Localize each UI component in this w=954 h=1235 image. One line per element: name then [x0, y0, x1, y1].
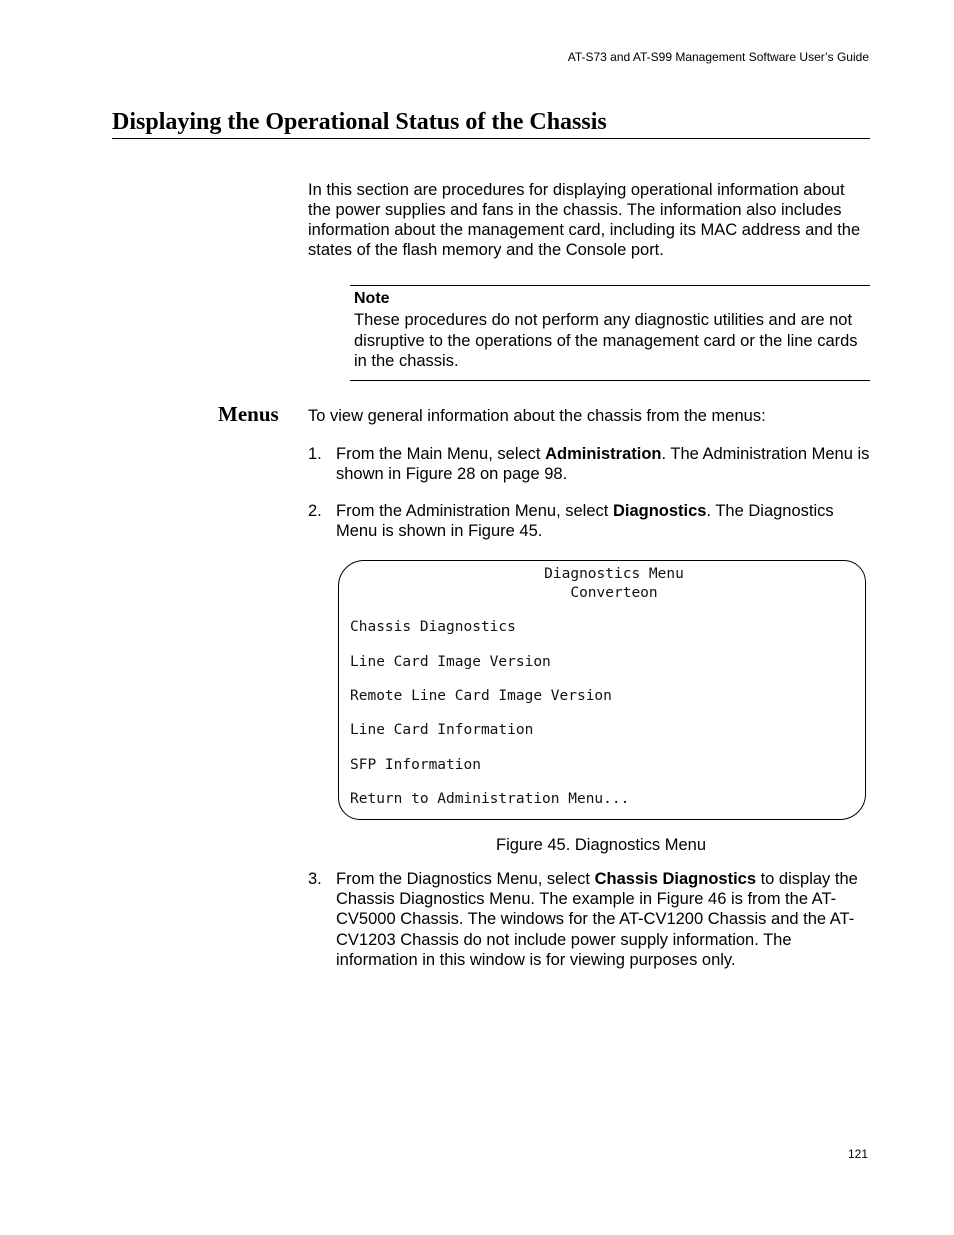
page-number: 121: [847, 1147, 868, 1161]
step-text: From the Main Menu, select: [336, 445, 546, 463]
screen-subtitle: Converteon: [570, 585, 658, 601]
note-box: [350, 285, 870, 381]
note-body: These procedures do not perform any diagnostic utilities and are not disruptive to the operations of the management card or the line cards in the chassis.: [354, 311, 858, 370]
intro-paragraph: In this section are procedures for displaying operational information about the power supplies and fans in the chassis. The information also includes information about the management card, including its MAC address and the states of the flash memory and the Console port.: [308, 181, 861, 259]
note-title: Note: [354, 290, 390, 307]
step-number: 2.: [308, 502, 322, 520]
step-text: to display the Chassis Diagnostics Menu. The example in Figure 46 is from the AT-CV5000 Chassis. The windows for the AT-CV1200 Chassis and the AT-CV1203 Chassis do not include power supply information. The information in this window is for viewing purposes only.: [336, 870, 858, 969]
menu-item-line-card-information[interactable]: Line Card Information: [350, 722, 534, 738]
section-title: Displaying the Operational Status of the Chassis: [112, 106, 870, 139]
menu-item-line-card-image-version[interactable]: Line Card Image Version: [350, 654, 551, 670]
step-text: . The Diagnostics Menu is shown in Figure 45.: [336, 502, 834, 541]
step-bold-term: Administration: [545, 445, 662, 463]
step-bold-term: Chassis Diagnostics: [594, 870, 756, 888]
step-1: [308, 444, 870, 484]
diagnostics-menu-screen: [338, 560, 866, 820]
step-text: From the Diagnostics Menu, select: [336, 870, 595, 888]
menus-lead-text: To view general information about the chassis from the menus:: [308, 407, 766, 425]
step-text: . The Administration Menu is shown in Figure 28 on page 98.: [336, 445, 870, 484]
step-number: 1.: [308, 445, 322, 463]
menu-item-chassis-diagnostics[interactable]: Chassis Diagnostics: [350, 619, 516, 635]
step-2: [308, 501, 870, 541]
menus-heading: Menus: [218, 402, 279, 426]
step-3: [308, 869, 870, 970]
running-header: AT-S73 and AT-S99 Management Software User’s Guide: [567, 50, 869, 64]
step-text: From the Administration Menu, select: [336, 502, 613, 520]
step-number: 3.: [308, 870, 322, 888]
menu-item-sfp-information[interactable]: SFP Information: [350, 757, 481, 773]
step-bold-term: Diagnostics: [612, 502, 707, 520]
figure-caption: Figure 45. Diagnostics Menu: [495, 836, 707, 854]
menu-item-remote-line-card-image-version[interactable]: Remote Line Card Image Version: [350, 688, 612, 704]
menu-item-return-to-administration[interactable]: Return to Administration Menu...: [350, 791, 630, 807]
screen-title: Diagnostics Menu: [544, 566, 684, 582]
